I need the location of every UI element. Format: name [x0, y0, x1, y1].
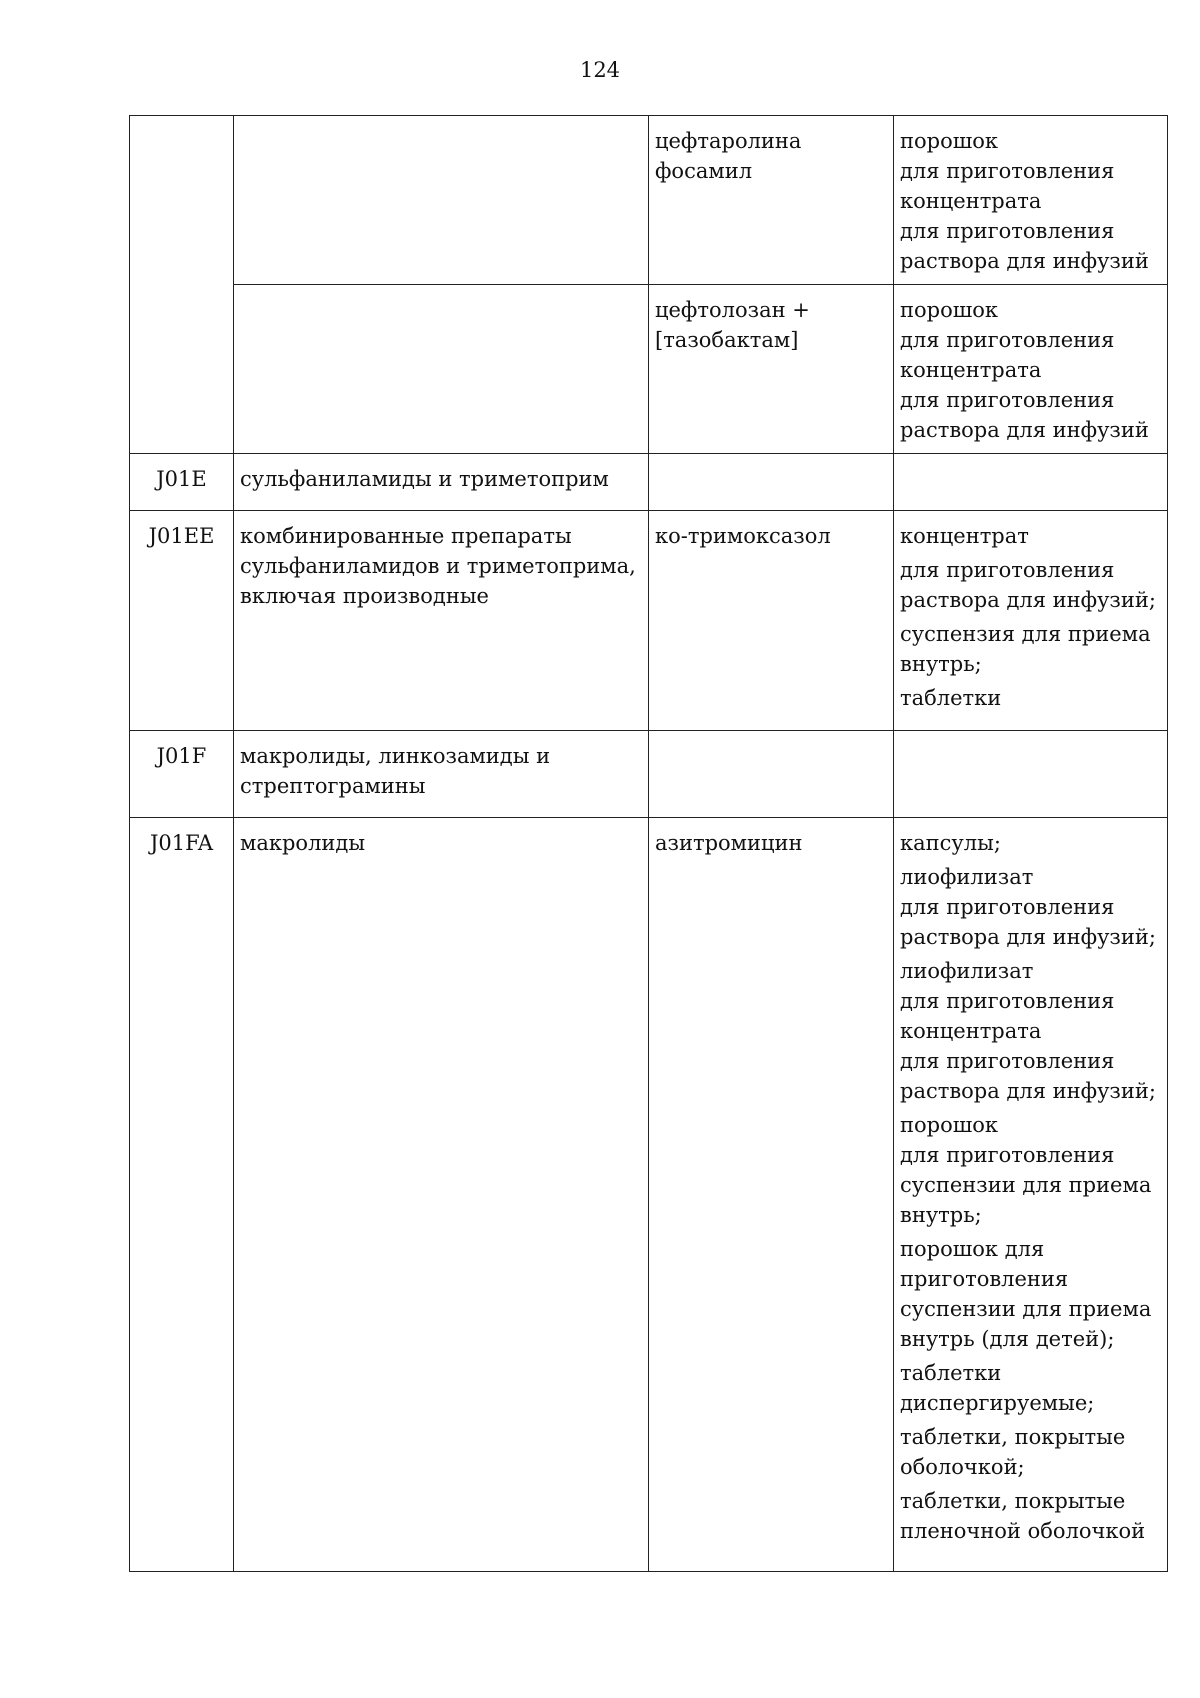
dosage-form-item — [900, 1486, 1161, 1546]
dosage-form-item — [900, 619, 1161, 679]
dosage-form-line: концентрат — [900, 524, 1029, 548]
table-row — [130, 818, 1168, 1572]
dosage-form-line: концентрата — [900, 358, 1042, 382]
dosage-form-line: диспергируемые; — [900, 1391, 1095, 1415]
group-name-line: сульфаниламидов и триметоприма, — [240, 554, 636, 578]
dosage-form-cell — [894, 818, 1168, 1572]
dosage-form-line: суспензии для приема — [900, 1173, 1152, 1197]
dosage-form-line: раствора для инфузий — [900, 249, 1149, 273]
dosage-form-line: таблетки, покрытые — [900, 1425, 1126, 1449]
dosage-form-item — [900, 862, 1161, 952]
drug-name-line: ко-тримоксазол — [655, 524, 831, 548]
drug-list-table — [129, 115, 1168, 1572]
group-name-line: комбинированные препараты — [240, 524, 572, 548]
dosage-form-line: для приготовления — [900, 895, 1115, 919]
dosage-form-cell — [894, 116, 1168, 285]
drug-name-cell — [649, 454, 894, 511]
dosage-form-item — [900, 683, 1161, 713]
dosage-form-item — [900, 1358, 1161, 1418]
dosage-form-item — [900, 521, 1161, 551]
group-cell — [234, 731, 649, 818]
table-row — [130, 511, 1168, 731]
dosage-form-line: раствора для инфузий; — [900, 925, 1156, 949]
table-row — [130, 454, 1168, 511]
dosage-form-line: для приготовления — [900, 989, 1115, 1013]
atc-code-cell: J01F — [130, 731, 234, 818]
dosage-form-line: порошок — [900, 1113, 999, 1137]
dosage-form-line: внутрь; — [900, 1203, 982, 1227]
drug-name-line: [тазобактам] — [655, 328, 799, 352]
drug-name-cell — [649, 116, 894, 285]
dosage-form-line: пленочной оболочкой — [900, 1519, 1146, 1543]
drug-name-line: цефтаролина — [655, 129, 802, 153]
dosage-form-item — [900, 295, 1161, 445]
drug-name-line: азитромицин — [655, 831, 803, 855]
table-row — [130, 285, 1168, 454]
dosage-form-line: капсулы; — [900, 831, 1001, 855]
atc-code-cell: J01FA — [130, 818, 234, 1572]
dosage-form-line: порошок — [900, 129, 999, 153]
group-name-line: макролиды — [240, 831, 366, 855]
atc-code-cell — [130, 116, 234, 454]
dosage-form-line: суспензии для приема — [900, 1297, 1152, 1321]
dosage-form-cell — [894, 511, 1168, 731]
dosage-form-line: таблетки, покрытые — [900, 1489, 1126, 1513]
dosage-form-line: внутрь; — [900, 652, 982, 676]
dosage-form-line: для приготовления — [900, 388, 1115, 412]
dosage-form-cell — [894, 731, 1168, 818]
dosage-form-line: раствора для инфузий; — [900, 1079, 1156, 1103]
atc-code-cell: J01EE — [130, 511, 234, 731]
dosage-form-line: таблетки — [900, 1361, 1002, 1385]
dosage-form-line: для приготовления — [900, 159, 1115, 183]
dosage-form-line: для приготовления — [900, 219, 1115, 243]
group-cell — [234, 285, 649, 454]
group-name-line: сульфаниламиды и триметоприм — [240, 467, 609, 491]
dosage-form-item — [900, 555, 1161, 615]
dosage-form-cell — [894, 454, 1168, 511]
dosage-form-item — [900, 1234, 1161, 1354]
group-cell — [234, 116, 649, 285]
dosage-form-cell — [894, 285, 1168, 454]
drug-name-cell — [649, 511, 894, 731]
dosage-form-line: таблетки — [900, 686, 1002, 710]
dosage-form-line: порошок для — [900, 1237, 1045, 1261]
dosage-form-item — [900, 828, 1161, 858]
drug-name-line: цефтолозан + — [655, 298, 810, 322]
dosage-form-item — [900, 956, 1161, 1106]
dosage-form-line: для приготовления — [900, 328, 1115, 352]
dosage-form-item — [900, 1110, 1161, 1230]
drug-name-line: фосамил — [655, 159, 753, 183]
atc-code-cell: J01E — [130, 454, 234, 511]
drug-name-cell — [649, 285, 894, 454]
dosage-form-line: внутрь (для детей); — [900, 1327, 1115, 1351]
drug-name-cell — [649, 731, 894, 818]
table-row — [130, 116, 1168, 285]
dosage-form-item — [900, 1422, 1161, 1482]
group-name-line: макролиды, линкозамиды и — [240, 744, 551, 768]
table-row — [130, 731, 1168, 818]
dosage-form-line: лиофилизат — [900, 959, 1034, 983]
dosage-form-line: концентрата — [900, 1019, 1042, 1043]
group-cell — [234, 454, 649, 511]
dosage-form-line: порошок — [900, 298, 999, 322]
dosage-form-line: для приготовления — [900, 1049, 1115, 1073]
group-name-line: включая производные — [240, 584, 489, 608]
dosage-form-line: лиофилизат — [900, 865, 1034, 889]
page-number: 124 — [579, 58, 621, 82]
group-cell — [234, 511, 649, 731]
dosage-form-line: оболочкой; — [900, 1455, 1025, 1479]
dosage-form-line: для приготовления — [900, 558, 1115, 582]
dosage-form-line: раствора для инфузий; — [900, 588, 1156, 612]
dosage-form-line: для приготовления — [900, 1143, 1115, 1167]
dosage-form-item — [900, 126, 1161, 276]
group-name-line: стрептограмины — [240, 774, 426, 798]
group-cell — [234, 818, 649, 1572]
dosage-form-line: приготовления — [900, 1267, 1069, 1291]
dosage-form-line: суспензия для приема — [900, 622, 1151, 646]
dosage-form-line: раствора для инфузий — [900, 418, 1149, 442]
drug-name-cell — [649, 818, 894, 1572]
dosage-form-line: концентрата — [900, 189, 1042, 213]
